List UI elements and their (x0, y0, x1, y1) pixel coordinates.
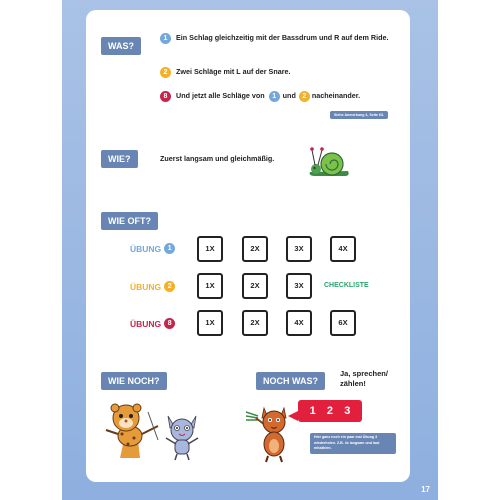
was-item-3-text-after: nacheinander. (311, 91, 361, 100)
uebung-8-number: 8 (164, 318, 175, 329)
count-box-2-1: 1X (197, 273, 223, 299)
count-box-3-3: 4X (286, 310, 312, 336)
section-tag-wie: WIE? (101, 150, 138, 168)
count-box-1-3: 3X (286, 236, 312, 262)
was-item-2-text: Zwei Schläge mit L auf der Snare. (176, 67, 291, 76)
speak-count-text: Ja, sprechen/ zählen! (340, 369, 388, 388)
bubble-number-2: 2 (326, 405, 334, 417)
bubble-number-3: 3 (344, 405, 351, 417)
count-box-3-4: 6X (330, 310, 356, 336)
was-item-3 (160, 91, 360, 102)
number-badge-8: 8 (160, 91, 171, 102)
leopard-illustration (98, 400, 162, 462)
count-box-3-1: 1X (197, 310, 223, 336)
blue-cat-illustration (162, 412, 202, 462)
count-box-1-2: 2X (242, 236, 268, 262)
snail-illustration (306, 142, 352, 178)
count-box-2-2: 2X (242, 273, 268, 299)
number-badge-2-inline: 2 (299, 91, 310, 102)
uebung-2-label (130, 281, 175, 292)
uebung-8-label (130, 318, 175, 329)
was-note: Siehe Anmerkung 4, Seite 63. (330, 111, 388, 119)
was-item-1-text: Ein Schlag gleichzeitig mit der Bassdrum und R auf dem Ride. (176, 33, 389, 42)
checkliste-label: CHECKLISTE (324, 282, 369, 289)
was-item-1 (160, 33, 400, 44)
count-speech-bubble (298, 400, 362, 422)
number-badge-2: 2 (160, 67, 171, 78)
was-item-2 (160, 67, 291, 78)
bubble-number-1: 1 (309, 405, 316, 417)
orange-cat-illustration (244, 402, 294, 464)
uebung-1-number: 1 (164, 243, 175, 254)
section-tag-noch-was: NOCH WAS? (256, 372, 325, 390)
uebung-2-text: ÜBUNG (130, 281, 162, 292)
was-item-3-text-mid: und (282, 91, 296, 100)
count-box-1-1: 1X (197, 236, 223, 262)
count-box-2-3: 3X (286, 273, 312, 299)
uebung-1-text: ÜBUNG (130, 243, 162, 254)
was-item-3-text-before: Und jetzt alle Schläge von (176, 91, 265, 100)
section-tag-wie-oft: WIE OFT? (101, 212, 158, 230)
uebung-8-text: ÜBUNG (130, 318, 162, 329)
number-badge-1: 1 (160, 33, 171, 44)
uebung-1-label (130, 243, 175, 254)
wie-text: Zuerst langsam und gleichmäßig. (160, 154, 275, 163)
count-box-1-4: 4X (330, 236, 356, 262)
count-box-3-2: 2X (242, 310, 268, 336)
page-number: 17 (421, 485, 430, 494)
uebung-2-number: 2 (164, 281, 175, 292)
section-tag-wie-noch: WIE NOCH? (101, 372, 167, 390)
number-badge-1-inline: 1 (269, 91, 280, 102)
section-tag-was: WAS? (101, 37, 141, 55)
noch-was-note: Hier ganz noch ein paar mal Übung 3 wiederholen. Z.B. 4x langsam und laut mitzählen. (310, 433, 396, 454)
